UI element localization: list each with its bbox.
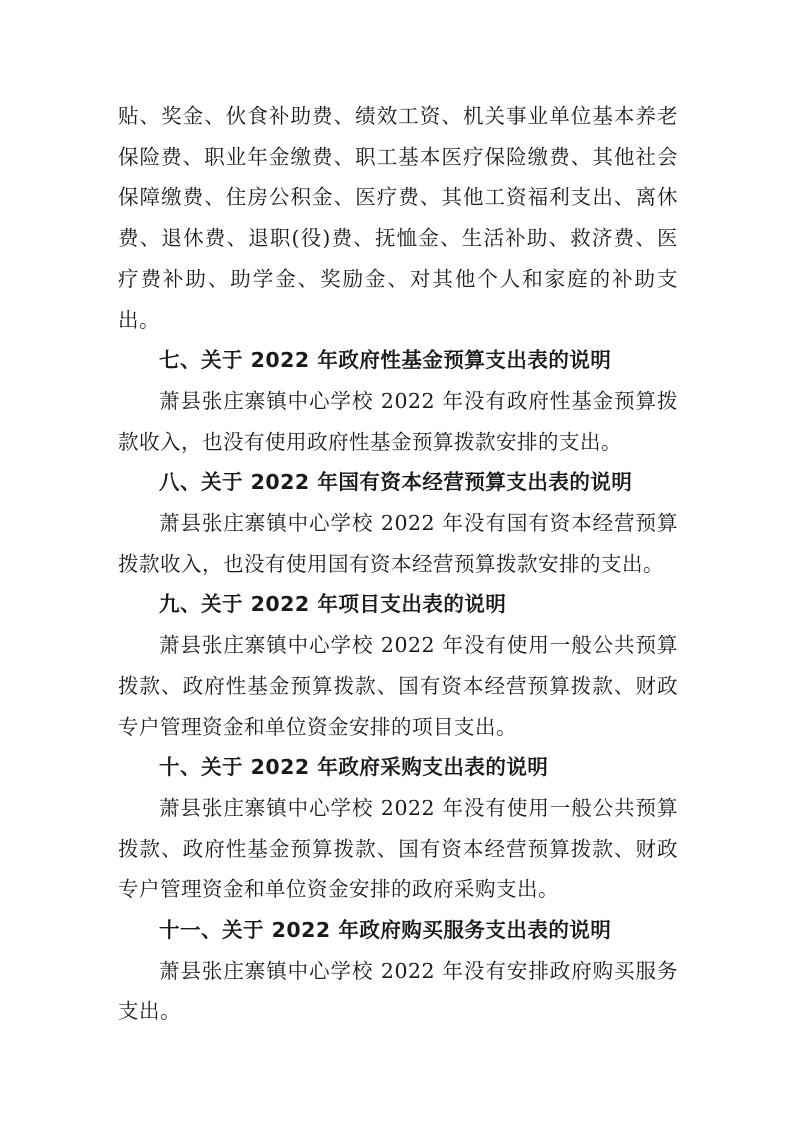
section-11-body: 萧县张庄寨镇中心学校 2022 年没有安排政府购买服务支出。 [118,958,678,1024]
section-10-body: 萧县张庄寨镇中心学校 2022 年没有使用一般公共预算拨款、政府性基金预算拨款、国有资本经营预算拨款、财政专户管理资金和单位资金安排的政府采购支出。 [118,795,678,902]
section-8-body: 萧县张庄寨镇中心学校 2022 年没有国有资本经营预算拨款收入，也没有使用国有资本经营预算拨款安排的支出。 [118,511,678,576]
document-page [118,96,678,1032]
intro-continuation-paragraph: 贴、奖金、伙食补助费、绩效工资、机关事业单位基本养老保险费、职业年金缴费、职工基本医疗保险缴费、其他社会保障缴费、住房公积金、医疗费、其他工资福利支出、离休费、退休费、退职(役)费、抚恤金、生活补助、救济费、医疗费补助、助学金、奖励金、对其他个人和家庭的补助支出。 [118,104,678,332]
section-7-heading: 七、关于 2022 年政府性基金预算支出表的说明 [159,348,612,373]
section-11-heading: 十一、关于 2022 年政府购买服务支出表的说明 [159,918,612,943]
section-9-body: 萧县张庄寨镇中心学校 2022 年没有使用一般公共预算拨款、政府性基金预算拨款、国有资本经营预算拨款、财政专户管理资金和单位资金安排的项目支出。 [118,633,678,739]
section-9-heading: 九、关于 2022 年项目支出表的说明 [159,592,507,617]
section-8-heading: 八、关于 2022 年国有资本经营预算支出表的说明 [159,470,633,495]
section-10-heading: 十、关于 2022 年政府采购支出表的说明 [159,755,549,780]
section-7-body: 萧县张庄寨镇中心学校 2022 年没有政府性基金预算拨款收入，也没有使用政府性基金预算拨款安排的支出。 [118,388,678,454]
